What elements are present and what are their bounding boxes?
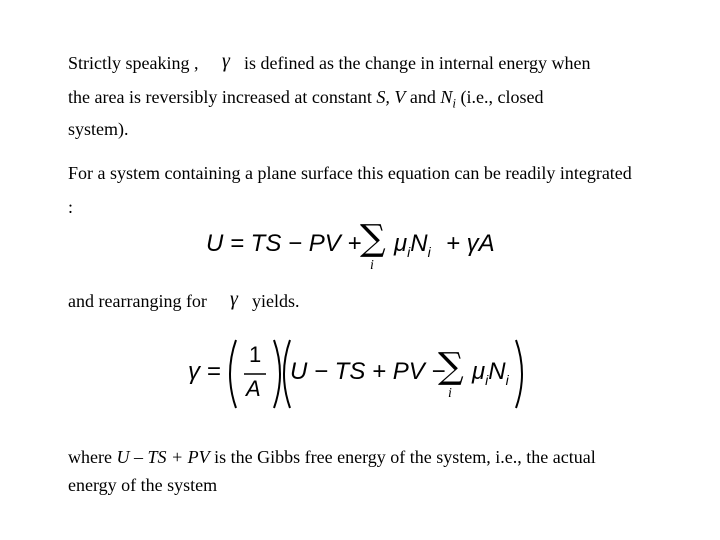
mu: μ [394,230,408,257]
paragraph-4-line-1 [68,446,596,468]
text: : [68,197,74,217]
text: and rearranging for [68,291,207,311]
equation-1-tail: + γA [446,230,495,257]
text: For a system containing a plane surface this equation can be readily integrated [68,163,632,183]
summation-symbol-2: ∑ [438,346,464,387]
fraction-numerator: 1 [249,342,262,367]
text: yields. [252,291,300,311]
equation-2-inner: U − TS + PV − [290,358,446,385]
text: is the Gibbs free energy of the system, i.e., the actual [209,447,596,467]
text: Strictly speaking , [68,53,199,73]
n: N [410,230,428,257]
equation-2-lhs: γ = [188,358,221,385]
mu: μ [472,358,486,385]
paren-close-1 [274,340,280,408]
paragraph-4-line-2 [68,474,217,496]
text: (i.e., closed [456,87,544,107]
text: the area is reversibly increased at constant [68,87,377,107]
paren-close-2 [516,340,522,408]
n-sub: i [505,371,509,388]
summation-symbol: ∑ [360,218,386,259]
variables-s-v: S, V [376,87,406,107]
paragraph-1-line-1b [244,52,591,74]
equation-2-term [472,358,509,388]
mu-sub: i [485,371,489,388]
paragraph-1-line-3 [68,118,129,140]
mu-sub: i [407,243,411,260]
fraction-denominator: A [246,376,261,401]
gamma-symbol: γ [222,50,230,72]
paragraph-1-line-1 [68,52,198,74]
text: is defined as the change in internal energy when [244,53,591,73]
paragraph-3-text-b [252,290,300,312]
text: energy of the system [68,475,218,495]
equation-1-term [394,230,431,260]
subscript-i: i [452,95,457,111]
n: N [488,358,506,385]
text: and [405,87,441,107]
gibbs-expression: U – TS + PV [116,447,210,467]
variable-n: N [440,87,453,107]
n-sub: i [427,243,431,260]
paragraph-2-line-2 [68,196,73,218]
sum-index: i [370,258,374,273]
gamma-symbol-2: γ [230,288,238,310]
text: system). [68,119,129,139]
paragraph-2-line-1 [68,162,632,184]
paragraph-1-line-2 [68,86,543,115]
paren-open-1 [230,340,236,408]
text: where [68,447,117,467]
paragraph-3-text-a [68,290,207,312]
equation-1-lhs: U = TS − PV + [206,230,362,257]
sum-index-2: i [448,386,452,401]
